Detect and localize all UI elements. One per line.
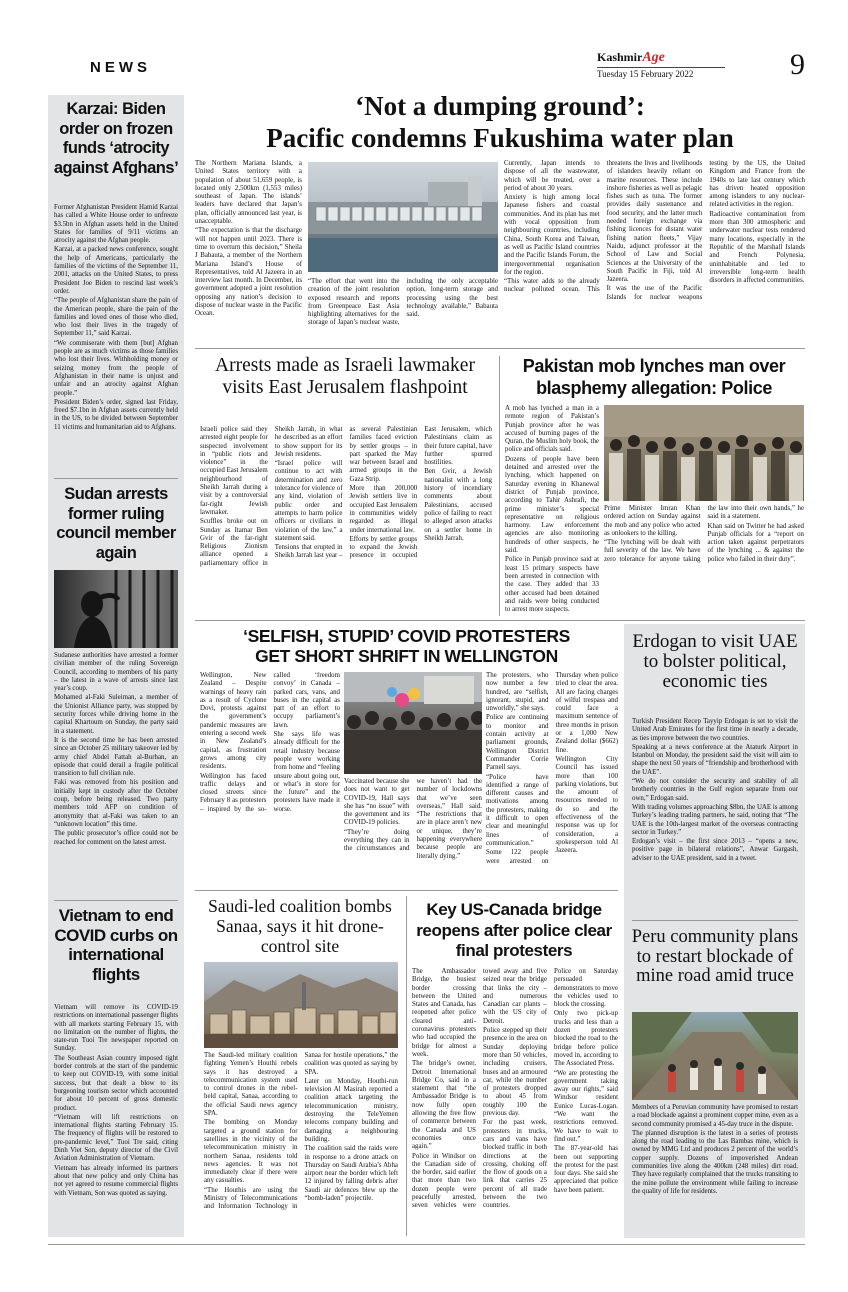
plant-tanks-image <box>308 162 498 272</box>
sudan-headline: Sudan arrests former ruling council member again <box>56 485 176 562</box>
pakistan-crowd-photo <box>604 405 804 501</box>
column-divider <box>499 356 500 616</box>
pacific-headline-1: ‘Not a dumping ground’: <box>355 91 645 121</box>
paper-logo <box>597 48 717 68</box>
erdogan-para: Turkish President Recep Tayyip Erdogan is set to visit the United Arab Emirates for the first time in nearly a decade, as ties improve between the two countries. <box>632 718 798 742</box>
wellington-para: The protesters, who now number a few hundred, are “selfish, ignorant, stupid, and unworldly,” she says. <box>486 672 549 713</box>
pacific-para: It was the use of the Pacific Islands for nuclear weapons testing by the US, the United Kingdom and France from the 1940s to late last century which has driven heated opposition among islanders to any nuclear-related activities in the region. <box>606 160 805 301</box>
pacific-body-right <box>504 160 805 364</box>
pacific-para: Currently, Japan intends to dispose of all the wastewater, which will be treated, over a period of about 30 years. <box>504 160 600 192</box>
sudan-para: Faki was removed from his position and initially kept in custody after the October coup, before being released. Two party members told AFP on condition of anonymity that al-Faki was taken to an “unknown location” this time. <box>54 779 178 828</box>
wellington-para: Police are continuing to monitor and contain activity at parliament grounds, Wellington District Commander Corrie Parnell says. <box>486 714 549 772</box>
peru-headline: Peru community plans to restart blockade of mine road amid truce <box>631 928 799 986</box>
karzai-body <box>54 204 178 469</box>
canada-para: For the past week, protesters in trucks, cars and vans have blocked traffic in both directions at the crossing, choking off the flow of goods on a link that carries 25 percent of all trade between the two countries. <box>483 1119 547 1210</box>
saudi-para: The bombing on Monday targeted a ground station for satellites in the vicinity of the telecommunication ministry in northern Sanaa, residents told news agencies. It was not immediately clear if there were any casualties. <box>204 1119 298 1185</box>
peru-body <box>632 1104 798 1234</box>
wellington-body-b <box>344 778 482 884</box>
peru-para: The planned disruption is the latest in a series of protests along the road leading to the Las Bambas mine, which is owned by MMG Ltd and produces 2 percent of the world’s copper supply. Dozens of impoverished Andean communities live along the 400km (248 miles) dirt road. They have regularly complained that the trucks transiting to the mine pollute the environment while failing to increase the quality of life for residents. <box>632 1129 798 1195</box>
page-bottom-rule <box>48 1244 805 1245</box>
pakistan-headline: Pakistan mob lynches man over blasphemy allegation: Police <box>522 356 786 398</box>
vietnam-headline: Vietnam to end COVID curbs on international flights <box>54 906 178 984</box>
wellington-para: She says life was already difficult for the retail industry because people were working from home and “feeling unsure about going out, or what’s in store for the future” and the protesters have made it worse. <box>273 731 340 813</box>
page-number: 9 <box>790 48 805 81</box>
canada-para: Police in Windsor on the Canadian side of the border, said earlier that more than two dozen people were peacefully arrested, seven vehicles were towed away and five seized near the bridge that links the city – and numerous Canadian car plants – with the US city of Detroit. <box>412 968 547 1210</box>
israel-para: Ben Gvir, a Jewish nationalist with a long history of incendiary comments about Palestinians, accused police of failing to react to alleged arson attacks on a settler home in Sheikh Jarrah. <box>424 468 492 542</box>
karzai-para: “The people of Afghanistan share the pain of the American people, share the pain of the families and loved ones of those who died, who lost their lives in the tragedy of September 11,” said Karzai. <box>54 297 178 338</box>
canada-para: The bridge’s owner, Detroit International Bridge Co, said in a statement that “the Ambassador Bridge is now fully open allowing the free flow of commerce between the Canada and US economies once again.” <box>412 1060 476 1151</box>
column-divider <box>406 896 407 1236</box>
erdogan-para: With trading volumes approaching $8bn, the UAE is among Turkey’s leading trading partners, he said, noting that “The UAE is the 10th-largest market of the overseas contracting sector in Turkey.” <box>632 803 798 836</box>
pakistan-para: Dozens of people have been detained and arrested over the lynching, which happened on Saturday evening in Khanewal district of Punjab province, according to Tahir Ashrafi, the prime minister’s special representative on religious harmony. Law enforcement agencies are also monitoring hundreds of other suspects, he said. <box>505 455 599 555</box>
paper-logo-accent: Age <box>642 50 665 65</box>
pacific-para: “The effort that went into the creation of the joint resolution exposed research and reports from Greenpeace East Asia highlighting alternatives for the storage of Japan’s nuclear waste, including the only acceptable option, long-term storage and processing using the best technology available,” Babauta said. <box>308 278 498 327</box>
wellington-body-c <box>486 672 618 884</box>
wellington-para: Some 122 people were arrested on Thursday when police tried to clear the area. All are facing charges of wilful trespass and could face a maximum sentence of three months in prison or a 1,000 New Zealand dollar ($662) fine. <box>486 672 618 865</box>
fukushima-plant-photo <box>308 162 498 272</box>
wellington-para: Wellington, New Zealand – Despite warnings of heavy rain as a result of Cyclone Dovi, protests against the government’s pandemic measures are entering a second week in New Zealand’s capital, as frustration grows among city residents. <box>200 672 267 771</box>
vietnam-para: The Southeast Asian country imposed tight border controls at the start of the pandemic to keep out COVID-19, with some initial success, but that dealt a blow to its burgeoning tourism sector which accounted for about 10 percent of gross domestic product. <box>54 1054 178 1112</box>
pakistan-para: Khan said on Twitter he had asked Punjab officials for a “report on action taken against perpetrators of the lynching ... & against the police who failed in their duty”. <box>707 522 804 563</box>
vietnam-body <box>54 1004 178 1232</box>
section-divider <box>195 890 618 891</box>
wellington-para: Wellington has faced traffic delays and closed streets since February 8 as protesters – inspired by the so-called ‘freedom convoy’ in Canada – parked cars, vans, and buses in the capital as part of an effort to occupy parliament’s lawn. <box>200 672 340 813</box>
canada-para: Police stepped up their presence in the area on Sunday deploying more than 50 vehicles, including cruisers, buses and an armoured car, while the number of protesters dropped to about 45 from roughly 100 the previous day. <box>483 1027 547 1118</box>
saudi-para: The coalition said the raids were in response to a drone attack on Thursday on Saudi Arabia’s Abha airport near the border which left 12 injured by falling debris after Saudi air defences blew up the “bomb-laden” projectile. <box>304 1145 398 1203</box>
wellington-body-a <box>200 672 340 884</box>
pakistan-para: Police in Punjab province said at least 15 primary suspects have been arrested in connection with the case. They added that 33 other accused had been detained and raids were being conducted to arrest more suspects. <box>505 556 599 614</box>
pakistan-body-right <box>604 505 804 617</box>
sidebar-divider <box>54 900 178 901</box>
saudi-para: The Saudi-led military coalition fighting Yemen’s Houthi rebels says it has destroyed a telecommunication system used to control drones in the rebel-held capital, Sanaa, according to the official Saudi news agency SPA. <box>204 1052 298 1118</box>
vietnam-para: Vietnam has already informed its partners about that new policy and only China has not yet agreed to resume commercial flights with Vietnam, Son was quoted as saying. <box>54 1164 178 1197</box>
pacific-para: Anxiety is high among local Japanese fishers and coastal communities. And its plan has met with vocal opposition from neighbouring countries, including China, South Korea and Taiwan, as well as Pacific Island countries and the Pacific Islands Forum, the intergovernmental organisation for the region. <box>504 194 600 276</box>
protest-crowd-image <box>344 672 482 774</box>
karzai-para: Karzai, at a packed news conference, sought the help of Americans, particularly the families of the victims of the September 11, 2001, attacks on the United States, to press President Joe Biden to rescind last week’s order. <box>54 246 178 295</box>
vietnam-para: “Vietnam will lift restrictions on international flights starting February 15. The frequency of flights will be restored to pre-pandemic level,” Tuoi Tre said, citing Dinh Viet Son, deputy director of the Civil Aviation Administration of Vietnam. <box>54 1113 178 1163</box>
pakistan-body-left <box>505 405 599 617</box>
vietnam-para: Vietnam will remove its COVID-19 restrictions on international passenger flights with all markets starting February 15, with no limitation on the number of flights, the state-run Tuoi Tre newspaper reported on Sunday. <box>54 1004 178 1053</box>
sudan-para: It is the second time he has been arrested since an October 25 military takeover led by army chief Abdel Fattah al-Burhan, an episode that could derail a fragile political transition to full civilian rule. <box>54 736 178 778</box>
wellington-headline-1: ‘SELFISH, STUPID’ COVID PROTESTERS <box>243 626 570 646</box>
erdogan-headline: Erdogan to visit UAE to bolster political, economic ties <box>632 632 798 692</box>
karzai-para: “We commiserate with them [but] Afghan people are as much victims as those families who lost their lives. Withholding money or seizing money from the people of Afghanistan in their name is unjust and unfair and an atrocity against Afghan people.” <box>54 339 178 397</box>
saudi-headline: Saudi-led coalition bombs Sanaa, says it hit drone-control site <box>208 896 392 956</box>
canada-para: Only two pick-up trucks and less than a dozen protesters blocked the road to the bridge before police moved in, according to The Associated Press. <box>554 1010 618 1068</box>
sudan-body <box>54 652 178 897</box>
erdogan-body <box>632 718 798 914</box>
pacific-body-under-photo <box>308 278 498 364</box>
israel-para: “Israel police will continue to act with determination and zero tolerance for violence of any kind, violation of public order and attempts to harm police officers or civilians in violation of the law,” a statement said. <box>274 460 343 542</box>
crowd-image <box>604 405 804 501</box>
israel-para: Efforts by settler groups to expand the Jewish presence in occupied East Jerusalem, which Palestinians claim as their future capital, have further spurred hostilities. <box>349 426 492 560</box>
city-hills-image <box>204 962 398 1048</box>
karzai-para: Former Afghanistan President Hamid Karzai has called a White House order to unfreeze $3.5bn in Afghan assets held in the United States for families of 9/11 victims an atrocity against the Afghan people. <box>54 204 178 245</box>
canada-para: “We are protesting the government taking away our rights,” said Windsor resident Eunice Lucas-Logan. “We want the restrictions removed. We have to wait to find out.” <box>554 1069 618 1143</box>
israel-headline: Arrests made as Israeli lawmaker visits East Jerusalem flashpoint <box>215 355 475 398</box>
pacific-headline-2: Pacific condemns Fukushima water plan <box>266 123 734 153</box>
israel-para: Tensions that erupted in Sheikh Jarrah last year – as several Palestinian families faced eviction by settler groups – in part sparked the May war between Israel and armed groups in the Gaza Strip. <box>274 426 418 560</box>
sudan-para: Sudanese authorities have arrested a former civilian member of the ruling Sovereign Council, according to members of his party – the latest in a wave of arrests since last year’s coup. <box>54 652 178 693</box>
pakistan-para: A mob has lynched a man in a remote region of Pakistan’s Punjab province after he was accused of burning pages of the Quran, the Muslim holy book, the police and officials said. <box>505 405 599 454</box>
saudi-para: Later on Monday, Houthi-run television Al Masirah reported a coalition attack targeting the telecommunication ministry, destroying the TeleYemen telecoms company building and damaging a neighbouring building. <box>304 1077 398 1143</box>
israel-body <box>200 426 492 616</box>
section-divider <box>195 620 805 621</box>
sanaa-city-photo <box>204 962 398 1048</box>
issue-date: Tuesday 15 February 2022 <box>597 69 694 79</box>
karzai-headline: Karzai: Biden order on frozen funds ‘atrocity against Afghans’ <box>53 100 179 177</box>
israel-para: More than 200,000 Jewish settlers live in occupied East Jerusalem in communities widely regarded as illegal under international law. <box>349 485 418 534</box>
erdogan-para: Speaking at a news conference at the Ataturk Airport in Istanbul on Monday, the president said the visit will aim to shape the next 50 years of “friendship and brotherhood with the UAE”. <box>632 743 798 776</box>
pacific-body-left <box>195 160 302 364</box>
pacific-para: “The expectation is that the discharge will not happen until 2023. There is time to overturn this decision,” Sheila J Babauta, a member of the Northern Mariana Island’s House of Representatives, told Al Jazeera in an interview last month. In December, its government adopted a joint resolution opposing any nation’s decision to dispose of nuclear waste in the Pacific Ocean. <box>195 227 302 318</box>
masthead-rule <box>597 67 725 68</box>
section-divider <box>195 348 805 349</box>
erdogan-para: “We do not consider the security and stability of all brotherly countries in the Gulf region separate from our own,” Erdogan said. <box>632 778 798 802</box>
canada-para: Police on Saturday persuaded demonstrators to move the vehicles used to block the crossing. <box>554 968 618 1009</box>
erdogan-para: Erdogan’s visit – the first since 2013 – “opens a new, positive page in bilateral relations”, Anwar Gargash, adviser to the UAE president, said in a tweet. <box>632 838 798 862</box>
wellington-para: “They’re doing everything they can in the circumstances and we haven’t had the number of lockdowns that we’ve seen overseas,” Hall said. “The restrictions that are in place aren’t new or unique, they’re happening everywhere because people are literally dying.” <box>344 778 482 860</box>
wellington-para: “Police have identified a range of different causes and motivations among the protesters, making it difficult to open clear and meaningful lines of communication.” <box>486 773 549 847</box>
sidebar-divider <box>632 920 798 921</box>
canada-para: The 87-year-old has been out supporting the protest for the past four days. She said she appreciated that police have been patient. <box>554 1145 618 1194</box>
peru-protest-photo <box>632 1012 798 1100</box>
sudan-para: The public prosecutor’s office could not be reached for comment on the latest arrest. <box>54 830 178 846</box>
canada-headline: Key US-Canada bridge reopens after police clear final protesters <box>416 900 612 960</box>
canada-body <box>412 968 618 1236</box>
road-protest-image <box>632 1012 798 1100</box>
saudi-body <box>204 1052 398 1236</box>
pacific-para: “This water adds to the already nuclear polluted ocean. This threatens the lives and livelihoods of islanders heavily reliant on marine resources. These include inshore fisheries as well as pelagic fishes such as tuna. The former provides daily sustenance and food security, and the latter much needed foreign exchange via fishing licences for distant water fishing nation fleets,” Vijay Naidu, adjunct professor at the School of Law and Social Sciences at the University of the South Pacific in Fiji, told Al Jazeera. <box>504 160 703 294</box>
pakistan-para: Prime Minister Imran Khan ordered action on Sunday against the mob and any police who acted as onlookers to the killing. <box>604 505 701 537</box>
sudan-para: Mohamed al-Faki Suleiman, a member of the Unionist Alliance party, was stopped by security forces while driving home in the capital Khartoum on Sunday, the party said in a statement. <box>54 694 178 735</box>
section-label: NEWS <box>90 59 151 76</box>
prison-bars-image <box>54 570 178 648</box>
peru-para: Members of a Peruvian community have promised to restart a road blockade against a prominent copper mine, even as a second community promised a 45-day truce in the dispute. <box>632 1104 798 1128</box>
wellington-para: Vaccinated because she does not want to get COVID-19, Hall says she has “no issue” with the government and its COVID-19 policies. <box>344 778 410 827</box>
wellington-protest-photo <box>344 672 482 774</box>
pacific-para: Radioactive contamination from more than 300 atmospheric and underwater nuclear tests rendered many locations, especially in the Republic of the Marshall Islands and French Polynesia, uninhabitable and led to irreversible long-term health disorders in affected communities. <box>709 210 805 285</box>
canada-para: The Ambassador Bridge, the busiest border crossing between the United States and Canada, has reopened after police cleared anti-coronavirus protesters who had occupied the bridge for almost a week. <box>412 968 476 1058</box>
karzai-para: President Biden’s order, signed last Friday, freed $7.1bn in Afghan assets currently held in the US, to be divided between September 11 victims and humanitarian aid to Afghans. <box>54 398 178 431</box>
sidebar-divider <box>54 478 178 479</box>
wellington-para: Wellington City Council has issued more than 100 parking violations, but the amount of resources needed to do so and the effectiveness of the response was up for consideration, a spokesperson told Al Jazeera. <box>555 755 618 855</box>
sudan-prison-photo <box>54 570 178 648</box>
saudi-para: “The Houthis are using the Ministry of Telecommunications and Information Technology in Sanaa for hostile operations,” the coalition was quoted as saying by SPA. <box>204 1052 398 1211</box>
wellington-headline-2: GET SHORT SHRIFT IN WELLINGTON <box>255 646 558 666</box>
israel-para: Scuffles broke out on Sunday as Itamar Ben Gvir of the far-right Religious Zionism alliance opened a parliamentary office in Sheikh Jarrah, in what he described as an effort to show support for its Jewish residents. <box>200 426 343 567</box>
paper-logo-text: Kashmir <box>597 50 643 64</box>
pakistan-para: “The lynching will be dealt with full severity of the law. We have zero tolerance for anyone taking the law into their own hands,” he said in a statement. <box>604 505 804 563</box>
israel-para: Israeli police said they arrested eight people for suspected involvement in “public riots and violence” in the occupied East Jerusalem neighbourhood of Sheikh Jarrah during a visit by a controversial far-right Jewish lawmaker. <box>200 426 268 516</box>
pacific-para: The Northern Mariana Islands, a United States territory with a population of about 51,659 people, is located only 2,500km (1,553 miles) southeast of Japan. The islands’ leaders have declared that Japan’s plan, officially announced last year, is unacceptable. <box>195 160 302 226</box>
